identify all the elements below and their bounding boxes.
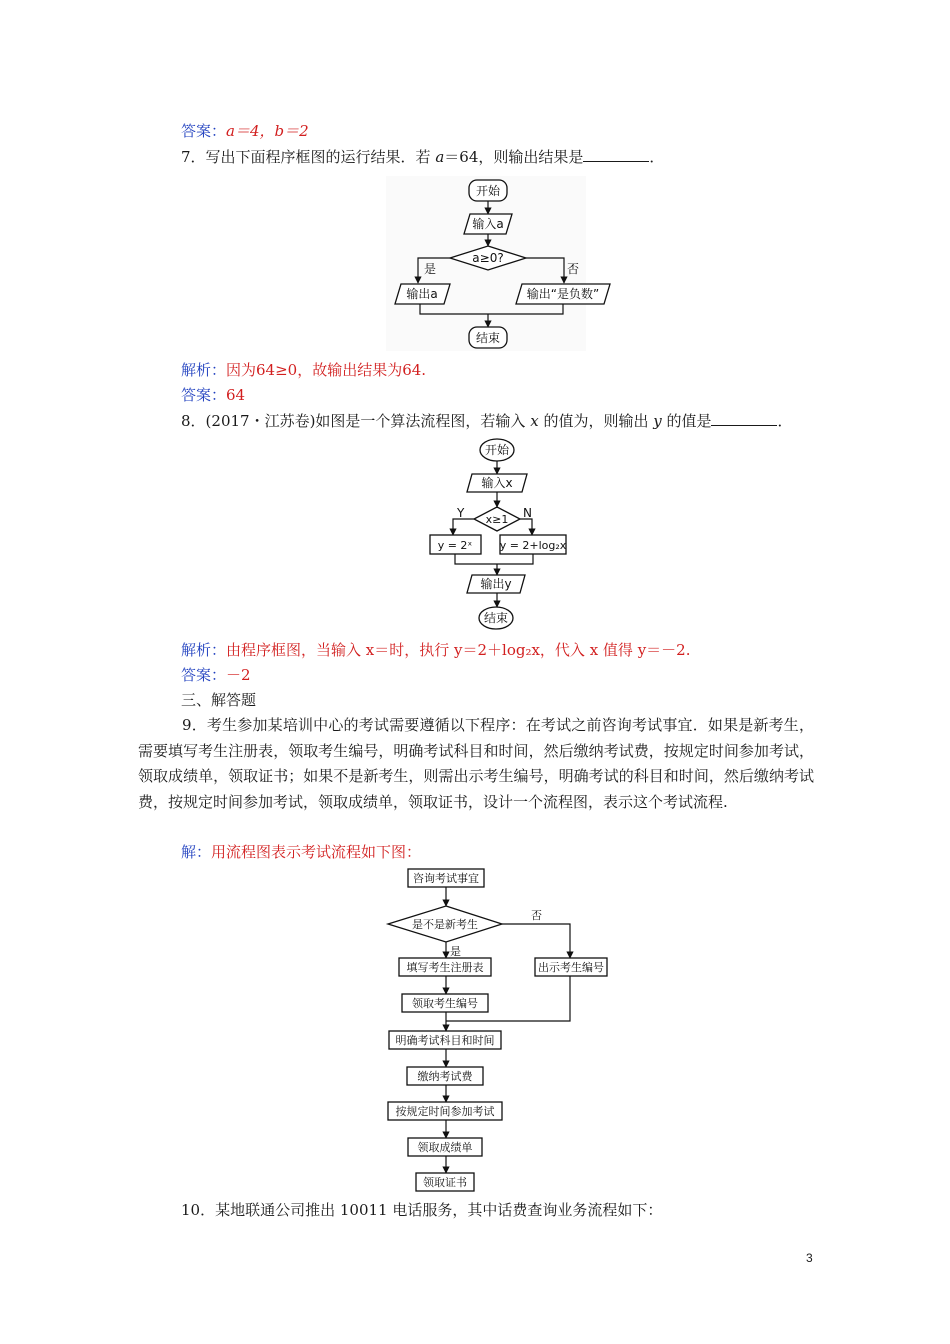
yes-label: Y: [457, 506, 465, 520]
q8-stem: [181, 411, 793, 431]
q8-stem-x: x: [530, 412, 539, 430]
q7-flowchart: [386, 176, 600, 351]
analysis-label: 解析：: [181, 641, 227, 659]
answer-blank: [583, 147, 649, 162]
analysis-text: 由程序框图，当输入 x＝时，执行 y＝2＋log₂x，代入 x 值得 y＝－2.: [226, 641, 691, 659]
answer-label: 答案：: [181, 666, 227, 684]
no-label: 否: [567, 262, 580, 276]
q8-stem-post: 的值是: [661, 412, 712, 430]
q7-stem-text: 7．写出下面程序框图的运行结果．若: [181, 148, 436, 166]
answer-blank: [711, 411, 777, 426]
q7-stem-end: ．: [649, 148, 665, 166]
q7-analysis: [181, 360, 426, 380]
score-label: 领取成绩单: [417, 1141, 473, 1154]
q6-answer: [181, 121, 309, 141]
condition-label: x≥1: [485, 513, 509, 526]
q10-text: 10．某地联通公司推出 10011 电话服务，其中话费查询业务流程如下：: [181, 1201, 663, 1219]
no-label: N: [523, 506, 532, 520]
box-left-label: y = 2ˣ: [437, 539, 473, 552]
clarify-label: 明确考试科目和时间: [395, 1034, 495, 1047]
input-label: 输入a: [472, 217, 504, 231]
get-id-label: 领取考生编号: [412, 997, 478, 1010]
q8-analysis: [181, 640, 690, 660]
solution-text: 用流程图表示考试流程如下图：: [211, 843, 422, 861]
output-yes-label: 输出a: [406, 287, 438, 301]
q8-flowchart: [428, 437, 568, 632]
condition-label: 是不是新考生: [412, 918, 478, 931]
no-label: 否: [531, 909, 542, 922]
output-label: 输出y: [480, 577, 512, 591]
solution-label: 解：: [181, 843, 212, 861]
answer-value: －2: [226, 666, 251, 684]
q8-stem-mid: 的值为，则输出: [538, 412, 654, 430]
condition-label: a≥0?: [472, 251, 504, 265]
answer-value: 64: [226, 386, 246, 404]
start-label: 开始: [484, 443, 510, 457]
end-label: 结束: [475, 331, 501, 345]
end-label: 结束: [483, 611, 509, 625]
yes-label: 是: [424, 262, 437, 276]
cert-label: 领取证书: [423, 1176, 467, 1189]
q9-flowchart: [385, 866, 610, 1196]
analysis-label: 解析：: [181, 361, 227, 379]
consult-label: 咨询考试事宜: [413, 872, 479, 885]
q8-answer: [181, 665, 251, 685]
attend-label: 按规定时间参加考试: [395, 1105, 495, 1118]
q8-stem-end: ．: [777, 412, 793, 430]
box-right-label: y = 2+log₂x: [499, 539, 567, 552]
page-number: 3: [806, 1251, 813, 1265]
q9-text: 9．考生参加某培训中心的考试需要遵循以下程序：在考试之前咨询考试事宜．如果是新考生，需要填写考生注册表，领取考生编号，明确考试科目和时间，然后缴纳考试费，按规定时间参加考试，领取成绩单，领取证书；如果不是新考生，则需出示考生编号，明确考试的科目和时间，然后缴纳考试费，按规定时间参加考试，领取成绩单，领取证书，设计一个流程图，表示这个考试流程.: [138, 716, 814, 811]
answer-label: 答案：: [181, 386, 227, 404]
section-title: 三、解答题: [181, 691, 257, 709]
q7-answer: [181, 385, 245, 405]
output-no-label: 输出“是负数”: [526, 287, 600, 301]
pay-label: 缴纳考试费: [417, 1070, 473, 1083]
answer-value: a＝4，b＝2: [226, 122, 309, 140]
q8-stem-y: y: [653, 412, 662, 430]
analysis-text: 因为64≥0，故输出结果为64.: [226, 361, 427, 379]
fill-form-label: 填写考生注册表: [406, 961, 484, 974]
show-id-label: 出示考生编号: [538, 961, 604, 974]
q7-stem: [181, 147, 664, 167]
q7-stem-var: a: [435, 148, 445, 166]
start-label: 开始: [475, 184, 501, 198]
q8-stem-text: 8．(2017・江苏卷)如图是一个算法流程图，若输入: [181, 412, 531, 430]
answer-label: 答案：: [181, 122, 227, 140]
q7-stem-text-2: ＝64，则输出结果是: [444, 148, 584, 166]
q9-solution: [181, 842, 421, 862]
yes-label: 是: [450, 945, 461, 958]
input-label: 输入x: [481, 476, 513, 490]
